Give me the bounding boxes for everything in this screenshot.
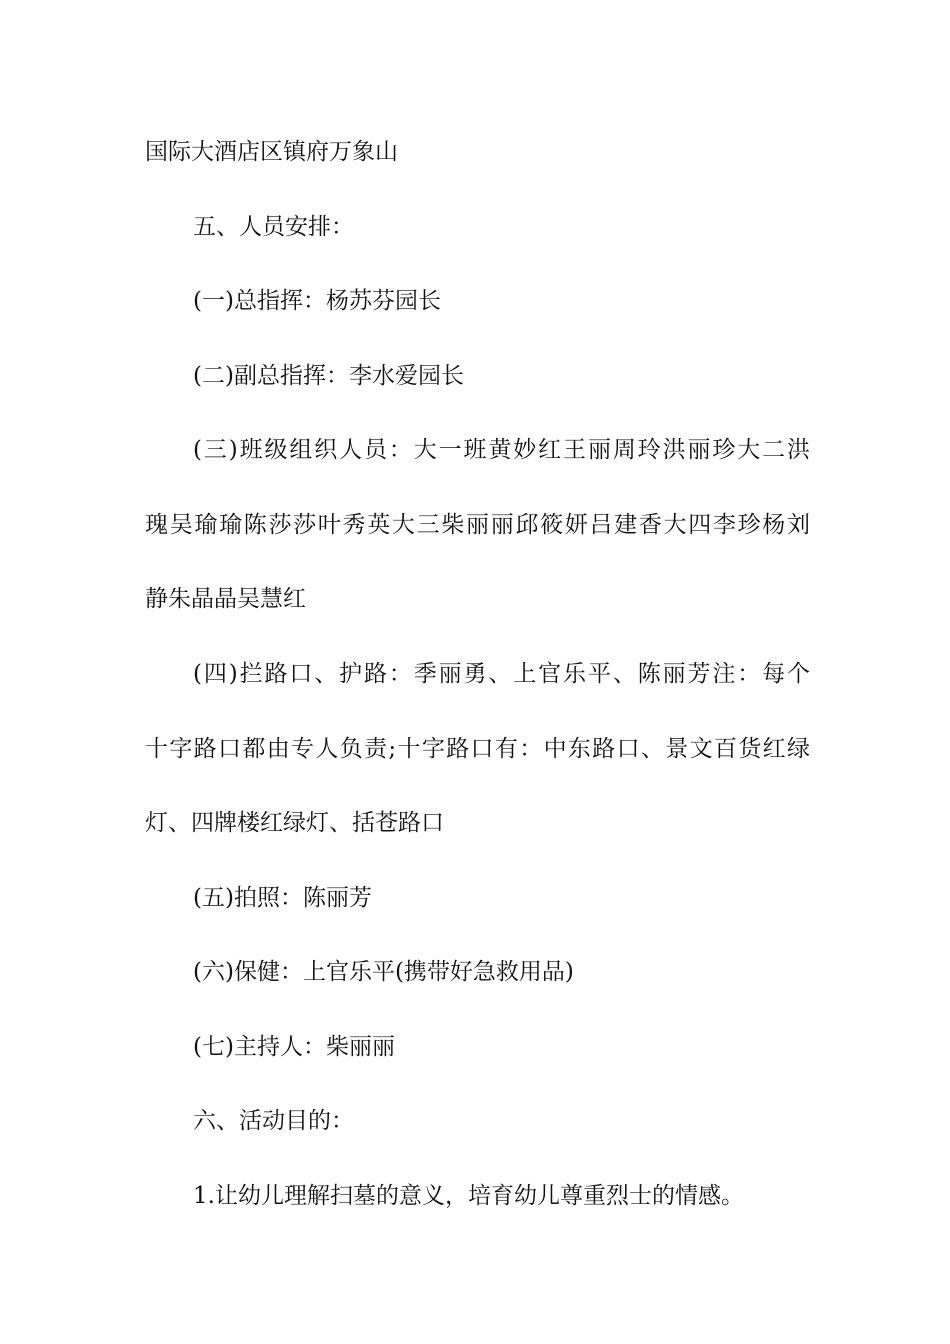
text-line-health-care: (六)保健：上官乐平(携带好急救用品) <box>193 959 574 985</box>
text-line-photography: (五)拍照：陈丽芳 <box>193 885 372 911</box>
text-line-class-organizers-end: 静朱晶晶吴慧红 <box>145 586 306 612</box>
text-line-class-organizers: (三)班级组织人员：大一班黄妙红王丽周玲洪丽珍大二洪 <box>193 437 810 463</box>
section-heading-purpose: 六、活动目的： <box>193 1108 354 1134</box>
text-line-locations: 国际大酒店区镇府万象山 <box>145 139 398 165</box>
text-line-commander: (一)总指挥：杨苏芬园长 <box>193 288 441 314</box>
text-line-class-organizers-cont: 瑰吴瑜瑜陈莎莎叶秀英大三柴丽丽邱筱妍吕建香大四李珍杨刘 <box>145 512 810 538</box>
text-line-road-guards-end: 灯、四牌楼红绿灯、括苍路口 <box>145 810 444 836</box>
section-heading-staffing: 五、人员安排： <box>193 214 354 240</box>
text-line-host: (七)主持人：柴丽丽 <box>193 1034 395 1060</box>
text-line-road-guards: (四)拦路口、护路：季丽勇、上官乐平、陈丽芳注：每个 <box>193 661 810 687</box>
text-line-deputy-commander: (二)副总指挥：李水爱园长 <box>193 363 464 389</box>
text-line-road-guards-cont: 十字路口都由专人负责;十字路口有：中东路口、景文百货红绿 <box>145 736 810 762</box>
text-line-purpose-1: 1.让幼儿理解扫墓的意义，培育幼儿尊重烈士的情感。 <box>193 1183 744 1209</box>
